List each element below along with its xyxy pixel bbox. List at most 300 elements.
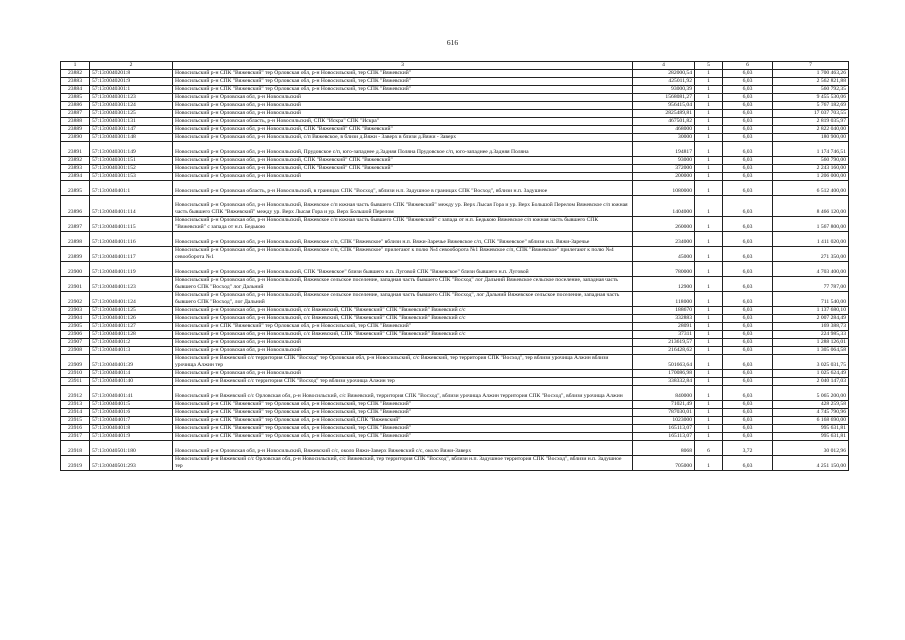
share-cell: 1 [695, 306, 723, 314]
share-cell: 1 [695, 164, 723, 172]
cadastral-number-cell: 57:13:0040301:147 [90, 125, 173, 133]
location-cell: Новосильский р-н Орловская обл, р-н Новосильский, СПК "Вяжевское" близи бывшего н.п. Луговой СПК "Вяжевское" близи бывшего н.п. Луговой [173, 261, 633, 276]
location-cell: Новосильский р-н Орловская обл, р-н Новосильский [173, 369, 633, 377]
share-cell: 1 [695, 346, 723, 354]
table-row [61, 180, 849, 195]
rate-cell: 6,03 [723, 246, 773, 261]
cadastral-value-cell: 2 819 035,97 [773, 117, 849, 125]
table-row [61, 314, 849, 322]
rate-cell: 6,03 [723, 133, 773, 141]
row-number-cell: 23897 [61, 216, 90, 231]
area-cell: 1023000 [633, 416, 695, 424]
table-row [61, 164, 849, 172]
cadastral-number-cell: 57:13:0040401:7 [90, 416, 173, 424]
cadastral-value-cell: 1 025 624,49 [773, 369, 849, 377]
cadastral-number-cell: 57:13:0040501:180 [90, 440, 173, 455]
share-cell: 1 [695, 322, 723, 330]
table-row [61, 385, 849, 400]
location-cell: Новосильский р-н Вяжевский с/с Орловская обл, р-н Новосильский, с/с Вяжевский, тер территория СПК "Восход", вблизи н.п. Задушное территория СПК "Восход", вблизи н.п. Задушное тер [173, 455, 633, 470]
cadastral-value-cell: 4 251 150,00 [773, 455, 849, 470]
cadastral-number-cell: 57:13:0040301:131 [90, 117, 173, 125]
row-number-cell: 23901 [61, 276, 90, 291]
location-cell: Новосильский р-н Орловская обл, р-н Новосильский, с/с Вяжевский, СПК "Вяжевский" СПК "Вяжевский" Вяжевский с/с [173, 330, 633, 338]
cadastral-value-cell: 6 168 690,00 [773, 416, 849, 424]
area-cell: 1404000 [633, 195, 695, 216]
cadastral-number-cell: 57:13:0040301:151 [90, 156, 173, 164]
row-number-cell: 23899 [61, 246, 90, 261]
rate-cell: 6,03 [723, 77, 773, 85]
cadastral-number-cell: 57:13:0040401:39 [90, 354, 173, 369]
table-row [61, 77, 849, 85]
share-cell: 1 [695, 408, 723, 416]
area-cell: 200000 [633, 172, 695, 180]
location-cell: Новосильский р-н СПК "Вяжевский" тер Орловская обл, р-н Новосильский,СПК "Вяжевский" [173, 416, 633, 424]
row-number-cell: 23885 [61, 93, 90, 101]
cadastral-number-cell: 57:13:0040401:2 [90, 338, 173, 346]
rate-cell: 3,72 [723, 440, 773, 455]
rate-cell: 6,03 [723, 330, 773, 338]
area-cell: 37311 [633, 330, 695, 338]
area-cell: 780000 [633, 261, 695, 276]
row-number-cell: 23908 [61, 346, 90, 354]
row-number-cell: 23914 [61, 408, 90, 416]
area-cell: 2825489,81 [633, 109, 695, 117]
cadastral-value-cell: 6 512 400,00 [773, 180, 849, 195]
cadastral-value-cell: 1 206 000,00 [773, 172, 849, 180]
row-number-cell: 23883 [61, 77, 90, 85]
table-row [61, 156, 849, 164]
location-cell: Новосильский р-н Орловская обл, р-н Новосильский, Вяжевское с/п южная часть бывшего СПК "Вяжевский" с запада от н.п. Бедькою Вяжевское с/п южная часть бывшего СПК "Вяжевский" с запада от н.п. Бедькою [173, 216, 633, 231]
cadastral-number-cell: 57:13:0040401:1 [90, 180, 173, 195]
table-row [61, 377, 849, 385]
area-cell: 282000,54 [633, 69, 695, 77]
location-cell: Новосильский р-н СПК "Вяжевский" тер Орловская обл, р-н Новосильский, тер СПК "Вяжевский" [173, 322, 633, 330]
rate-cell: 6,03 [723, 354, 773, 369]
table-row [61, 125, 849, 133]
share-cell: 1 [695, 369, 723, 377]
location-cell: Новосильский р-н Вяжевский с/с территория СПК "Восход" тер Орловская обл, р-н Новосильский, с/с Вяжевский, тер территория СПК "Восход", тер вблизи урочища Алжин вблизи урочища Алжин тер [173, 354, 633, 369]
location-cell: Новосильский р-н Орловская обл, р-н Новосильский, Вяжевское с/п, СПК "Вяжевское" вблизи н.п. Вяжи-Заречье Вяжевское с/п, СПК "Вяжевское" вблизи н.п. Вяжи-Заречье [173, 231, 633, 246]
row-number-cell: 23909 [61, 354, 90, 369]
table-row [61, 455, 849, 470]
area-cell: 787030,01 [633, 408, 695, 416]
area-cell: 956415,04 [633, 101, 695, 109]
rate-cell: 6,03 [723, 69, 773, 77]
share-cell: 1 [695, 338, 723, 346]
area-cell: 425011,92 [633, 77, 695, 85]
share-cell: 1 [695, 216, 723, 231]
cadastral-value-cell: 560 792,35 [773, 85, 849, 93]
table-row [61, 408, 849, 416]
rate-cell: 6,03 [723, 93, 773, 101]
row-number-cell: 23896 [61, 195, 90, 216]
cadastral-number-cell: 57:13:0040301:152 [90, 164, 173, 172]
area-cell: 705000 [633, 455, 695, 470]
rate-cell: 6,03 [723, 109, 773, 117]
column-header: 6 [723, 62, 773, 70]
share-cell: 1 [695, 93, 723, 101]
area-cell: 118000 [633, 291, 695, 306]
row-number-cell: 23895 [61, 180, 90, 195]
row-number-cell: 23904 [61, 314, 90, 322]
cadastral-number-cell: 57:13:0040401:126 [90, 314, 173, 322]
location-cell: Новосильский р-н Вяжевский с/с Орловская обл, р-н Новосильский, с/с Вяжевский, территория СПК "Восход", вблизи урочища Алжин территория СПК "Восход", вблизи урочища Алжин [173, 385, 633, 400]
cadastral-value-cell: 1 174 746,51 [773, 141, 849, 156]
location-cell: Новосильский р-н Орловская обл, р-н Новосильский [173, 338, 633, 346]
cadastral-number-cell: 57:13:0040501:293 [90, 455, 173, 470]
table-body [61, 69, 849, 470]
cadastral-number-cell: 57:13:0040401:3 [90, 346, 173, 354]
share-cell: 1 [695, 261, 723, 276]
cadastral-value-cell: 2 822 040,00 [773, 125, 849, 133]
table-row [61, 338, 849, 346]
cadastral-value-cell: 2 007 284,49 [773, 314, 849, 322]
rate-cell: 6,03 [723, 424, 773, 432]
location-cell: Новосильский р-н Орловская обл, р-н Новосильский, СПК "Вяжевский" СПК "Вяжевский" [173, 125, 633, 133]
area-cell: 840000 [633, 385, 695, 400]
rate-cell: 6,03 [723, 385, 773, 400]
rate-cell: 6,03 [723, 322, 773, 330]
table-row [61, 69, 849, 77]
column-header: 5 [695, 62, 723, 70]
row-number-cell: 23882 [61, 69, 90, 77]
rate-cell: 6,03 [723, 172, 773, 180]
rate-cell: 6,03 [723, 164, 773, 172]
area-cell: 45000 [633, 246, 695, 261]
land-registry-table [60, 61, 849, 471]
cadastral-value-cell: 2 040 147,03 [773, 377, 849, 385]
share-cell: 1 [695, 377, 723, 385]
row-number-cell: 23892 [61, 156, 90, 164]
cadastral-value-cell: 2 562 821,88 [773, 77, 849, 85]
location-cell: Новосильский р-н СПК "Вяжевский" тер Орловская обл, р-н Новосильский, тер СПК "Вяжевский" [173, 400, 633, 408]
rate-cell: 6,03 [723, 346, 773, 354]
cadastral-number-cell: 57:13:0040401:117 [90, 246, 173, 261]
area-cell: 213619,57 [633, 338, 695, 346]
location-cell: Новосильский р-н Орловская обл, р-н Новосильский [173, 109, 633, 117]
row-number-cell: 23917 [61, 432, 90, 440]
row-number-cell: 23913 [61, 400, 90, 408]
cadastral-number-cell: 57:13:0040401:4 [90, 369, 173, 377]
row-number-cell: 23891 [61, 141, 90, 156]
area-cell: 1080000 [633, 180, 695, 195]
area-cell: 194817 [633, 141, 695, 156]
location-cell: Новосильский р-н Орловская обл, р-н Новосильский [173, 172, 633, 180]
row-number-cell: 23906 [61, 330, 90, 338]
share-cell: 6 [695, 440, 723, 455]
area-cell: 501663,64 [633, 354, 695, 369]
share-cell: 1 [695, 156, 723, 164]
cadastral-value-cell: 30 012,96 [773, 440, 849, 455]
location-cell: Новосильский р-н СПК "Вяжевский" тер Орловская обл, р-н Новосильский, тер СПК "Вяжевский" [173, 432, 633, 440]
share-cell: 1 [695, 172, 723, 180]
area-cell: 332883 [633, 314, 695, 322]
share-cell: 1 [695, 314, 723, 322]
row-number-cell: 23889 [61, 125, 90, 133]
share-cell: 1 [695, 125, 723, 133]
location-cell: Новосильский р-н Орловская обл, р-н Новосильский, СПК "Вяжевский" СПК "Вяжевский" [173, 156, 633, 164]
header-row [61, 62, 849, 70]
cadastral-number-cell: 57:13:0040201:9 [90, 77, 173, 85]
area-cell: 93000,39 [633, 85, 695, 93]
location-cell: Новосильский р-н СПК "Вяжевский" тер Орловская обл, р-н Новосильский, тер СПК "Вяжевский" [173, 77, 633, 85]
cadastral-value-cell: 4 703 400,00 [773, 261, 849, 276]
location-cell: Новосильский р-н Орловская обл, р-н Новосильский, с/с Вяжевский, СПК "Вяжевский" СПК "Вяжевский" Вяжевский с/с [173, 314, 633, 322]
share-cell: 1 [695, 276, 723, 291]
rate-cell: 6,03 [723, 156, 773, 164]
location-cell: Новосильский р-н Орловская обл, р-н Новосильский, Вяжевский с/с, около Вяжи-Заверх Вяжевский с/с, около Вяжи-Заверх [173, 440, 633, 455]
location-cell: Новосильский р-н Орловская обл, р-н Новосильский [173, 93, 633, 101]
rate-cell: 6,03 [723, 314, 773, 322]
cadastral-number-cell: 57:13:0040401:125 [90, 306, 173, 314]
rate-cell: 6,03 [723, 125, 773, 133]
location-cell: Новосильский р-н Орловская обл, р-н Новосильский [173, 101, 633, 109]
cadastral-value-cell: 1 411 020,00 [773, 231, 849, 246]
cadastral-number-cell: 57:13:0040401:40 [90, 377, 173, 385]
share-cell: 1 [695, 77, 723, 85]
cadastral-value-cell: 3 025 031,75 [773, 354, 849, 369]
cadastral-value-cell: 995 631,81 [773, 424, 849, 432]
rate-cell: 6,03 [723, 195, 773, 216]
cadastral-number-cell: 57:13:0040401:128 [90, 330, 173, 338]
share-cell: 1 [695, 291, 723, 306]
table-row [61, 369, 849, 377]
row-number-cell: 23910 [61, 369, 90, 377]
table-row [61, 141, 849, 156]
cadastral-number-cell: 57:13:0040301:148 [90, 133, 173, 141]
row-number-cell: 23907 [61, 338, 90, 346]
location-cell: Новосильский р-н Орловская обл, р-н Новосильский, Вяжевское с/п южная часть бывшего СПК "Вяжевский" между ур. Верх Лысая Гора и ур. Верх Большой Перелом Вяжевское с/п южная часть бывшего СПК "Вяжевский" между ур. Верх Лысая Гора и ур. Верх Большой Перелом [173, 195, 633, 216]
table-row [61, 424, 849, 432]
cadastral-value-cell: 5 767 182,69 [773, 101, 849, 109]
rate-cell: 6,03 [723, 338, 773, 346]
row-number-cell: 23900 [61, 261, 90, 276]
share-cell: 1 [695, 246, 723, 261]
table-row [61, 306, 849, 314]
cadastral-number-cell: 57:13:0040301:123 [90, 93, 173, 101]
rate-cell: 6,03 [723, 455, 773, 470]
area-cell: 468000 [633, 125, 695, 133]
location-cell: Новосильский р-н СПК "Вяжевский" тер Орловская обл, р-н Новосильский, тер СПК "Вяжевский" [173, 85, 633, 93]
row-number-cell: 23919 [61, 455, 90, 470]
share-cell: 1 [695, 85, 723, 93]
column-header: 3 [173, 62, 633, 70]
rate-cell: 6,03 [723, 408, 773, 416]
cadastral-value-cell: 169 388,73 [773, 322, 849, 330]
cadastral-number-cell: 57:13:0040301:125 [90, 109, 173, 117]
rate-cell: 6,03 [723, 85, 773, 93]
cadastral-number-cell: 57:13:0040401:41 [90, 385, 173, 400]
location-cell: Новосильский р-н Орловская область, р-н Новосильский, в границах СПК "Восход", вблизи н.п. Задушное в границах СПК "Восход", вблизи н.п. Задушное [173, 180, 633, 195]
table-row [61, 346, 849, 354]
location-cell: Новосильский р-н Орловская обл, р-н Новосильский, с/п Вяжевское, в близи д.Вяжи - Заверх в близи д.Вяжи - Заверх [173, 133, 633, 141]
share-cell: 1 [695, 231, 723, 246]
cadastral-value-cell: 995 631,81 [773, 432, 849, 440]
share-cell: 1 [695, 416, 723, 424]
share-cell: 1 [695, 195, 723, 216]
location-cell: Новосильский р-н Орловская обл, р-н Новосильский, Вяжевское сельское поселение, западная часть бывшего СПК "Восход" лог Дальний Вяжевское сельское поселение, западная часть бывшего СПК "Восход" лог Дальний [173, 276, 633, 291]
share-cell: 1 [695, 109, 723, 117]
cadastral-number-cell: 57:13:0040301:124 [90, 101, 173, 109]
table-row [61, 416, 849, 424]
cadastral-value-cell: 711 540,00 [773, 291, 849, 306]
share-cell: 1 [695, 400, 723, 408]
cadastral-number-cell: 57:13:0040401:8 [90, 424, 173, 432]
rate-cell: 6,03 [723, 432, 773, 440]
cadastral-number-cell: 57:13:0040401:119 [90, 261, 173, 276]
table-row [61, 133, 849, 141]
rate-cell: 6,03 [723, 180, 773, 195]
cadastral-value-cell: 271 350,00 [773, 246, 849, 261]
share-cell: 1 [695, 432, 723, 440]
location-cell: Новосильский р-н СПК "Вяжевский" тер Орловская обл, р-н Новосильский, тер СПК "Вяжевский" [173, 408, 633, 416]
cadastral-value-cell: 1 137 680,10 [773, 306, 849, 314]
table-row [61, 172, 849, 180]
rate-cell: 6,03 [723, 141, 773, 156]
cadastral-number-cell: 57:13:0040301:149 [90, 141, 173, 156]
rate-cell: 6,03 [723, 231, 773, 246]
rate-cell: 6,03 [723, 306, 773, 314]
location-cell: Новосильский р-н Орловская обл, р-н Новосильский, Прудовское с/п, юго-западнее д.Задняя Поляна Прудовское с/п, юго-западнее д.Задняя Поляна [173, 141, 633, 156]
area-cell: 467501,82 [633, 117, 695, 125]
share-cell: 1 [695, 455, 723, 470]
table-row [61, 93, 849, 101]
cadastral-value-cell: 560 790,00 [773, 156, 849, 164]
cadastral-value-cell: 77 787,00 [773, 276, 849, 291]
cadastral-value-cell: 224 985,33 [773, 330, 849, 338]
location-cell: Новосильский р-н Орловская область, р-н Новосильский, СПК "Искра" СПК "Искра" [173, 117, 633, 125]
row-number-cell: 23916 [61, 424, 90, 432]
row-number-cell: 23894 [61, 172, 90, 180]
cadastral-value-cell: 17 037 703,55 [773, 109, 849, 117]
table-row [61, 291, 849, 306]
area-cell: 28091 [633, 322, 695, 330]
row-number-cell: 23903 [61, 306, 90, 314]
share-cell: 1 [695, 117, 723, 125]
share-cell: 1 [695, 133, 723, 141]
share-cell: 1 [695, 330, 723, 338]
location-cell: Новосильский р-н Орловская обл, р-н Новосильский, Вяжевское сельское поселение, западная часть бывшего СПК "Восход", лог Дальний Вяжевское сельское поселение, западная часть бывшего СПК "Восход", лог Дальний [173, 291, 633, 306]
area-cell: 260000 [633, 216, 695, 231]
row-number-cell: 23887 [61, 109, 90, 117]
area-cell: 338332,84 [633, 377, 695, 385]
share-cell: 1 [695, 101, 723, 109]
area-cell: 188670 [633, 306, 695, 314]
cadastral-number-cell: 57:13:0040401:115 [90, 216, 173, 231]
location-cell: Новосильский р-н Орловская обл, р-н Новосильский, с/с Вяжевский, СПК "Вяжевский" СПК "Вяжевский" Вяжевский с/с [173, 306, 633, 314]
row-number-cell: 23918 [61, 440, 90, 455]
rate-cell: 6,03 [723, 377, 773, 385]
rate-cell: 6,03 [723, 416, 773, 424]
row-number-cell: 23912 [61, 385, 90, 400]
cadastral-value-cell: 5 065 200,00 [773, 385, 849, 400]
location-cell: Новосильский р-н Орловская обл, р-н Новосильский [173, 346, 633, 354]
cadastral-number-cell: 57:13:0040401:127 [90, 322, 173, 330]
cadastral-value-cell: 2 243 160,00 [773, 164, 849, 172]
row-number-cell: 23905 [61, 322, 90, 330]
table-row [61, 354, 849, 369]
rate-cell: 6,03 [723, 101, 773, 109]
cadastral-value-cell: 428 259,58 [773, 400, 849, 408]
table-row [61, 117, 849, 125]
row-number-cell: 23911 [61, 377, 90, 385]
column-header: 4 [633, 62, 695, 70]
table-row [61, 231, 849, 246]
location-cell: Новосильский р-н Орловская обл, р-н Новосильский, Вяжевское с/п, СПК "Вяжевское" прилегают к полю №4 севооборота №1 Вяжевское с/п, СПК "Вяжевское" прилегают к полю №4 севооборота №1 [173, 246, 633, 261]
rate-cell: 6,03 [723, 117, 773, 125]
page-number: 616 [446, 38, 459, 47]
column-header: 7 [773, 62, 849, 70]
row-number-cell: 23888 [61, 117, 90, 125]
area-cell: 71021,49 [633, 400, 695, 408]
cadastral-value-cell: 1 305 064,58 [773, 346, 849, 354]
share-cell: 1 [695, 354, 723, 369]
table-row [61, 440, 849, 455]
cadastral-number-cell: 57:13:0040401:6 [90, 408, 173, 416]
table-row [61, 85, 849, 93]
column-header: 2 [90, 62, 173, 70]
cadastral-value-cell: 4 745 790,96 [773, 408, 849, 416]
column-header: 1 [61, 62, 90, 70]
table-row [61, 276, 849, 291]
cadastral-number-cell: 57:13:0040401:5 [90, 400, 173, 408]
rate-cell: 6,03 [723, 261, 773, 276]
cadastral-number-cell: 57:13:0040301:153 [90, 172, 173, 180]
area-cell: 170086,98 [633, 369, 695, 377]
row-number-cell: 23898 [61, 231, 90, 246]
rate-cell: 6,03 [723, 291, 773, 306]
cadastral-number-cell: 57:13:0040401:124 [90, 291, 173, 306]
table-row [61, 261, 849, 276]
table-row [61, 216, 849, 231]
cadastral-value-cell: 8 466 120,00 [773, 195, 849, 216]
row-number-cell: 23890 [61, 133, 90, 141]
location-cell: Новосильский р-н СПК "Вяжевский" тер Орловская обл, р-н Новосильский, тер СПК "Вяжевский" [173, 69, 633, 77]
area-cell: 234000 [633, 231, 695, 246]
cadastral-number-cell: 57:13:0040401:114 [90, 195, 173, 216]
share-cell: 1 [695, 385, 723, 400]
table-row [61, 330, 849, 338]
area-cell: 165113,07 [633, 432, 695, 440]
share-cell: 1 [695, 180, 723, 195]
area-cell: 165113,07 [633, 424, 695, 432]
row-number-cell: 23893 [61, 164, 90, 172]
rate-cell: 6,03 [723, 369, 773, 377]
cadastral-number-cell: 57:13:0040301:1 [90, 85, 173, 93]
cadastral-number-cell: 57:13:0040401:116 [90, 231, 173, 246]
cadastral-value-cell: 9 455 530,06 [773, 93, 849, 101]
table-row [61, 400, 849, 408]
rate-cell: 6,03 [723, 276, 773, 291]
area-cell: 216428,62 [633, 346, 695, 354]
table-row [61, 432, 849, 440]
share-cell: 1 [695, 69, 723, 77]
area-cell: 93000 [633, 156, 695, 164]
area-cell: 30000 [633, 133, 695, 141]
cadastral-number-cell: 57:13:0040201:8 [90, 69, 173, 77]
cadastral-value-cell: 1 567 800,00 [773, 216, 849, 231]
table-row [61, 101, 849, 109]
cadastral-number-cell: 57:13:0040401:123 [90, 276, 173, 291]
row-number-cell: 23915 [61, 416, 90, 424]
share-cell: 1 [695, 424, 723, 432]
row-number-cell: 23886 [61, 101, 90, 109]
table-row [61, 322, 849, 330]
table-row [61, 246, 849, 261]
area-cell: 372000 [633, 164, 695, 172]
location-cell: Новосильский р-н Орловская обл, р-н Новосильский, СПК "Вяжевский" СПК "Вяжевский" [173, 164, 633, 172]
location-cell: Новосильский р-н Вяжевский с/с территория СПК "Восход" тер вблизи урочища Алжин тер [173, 377, 633, 385]
